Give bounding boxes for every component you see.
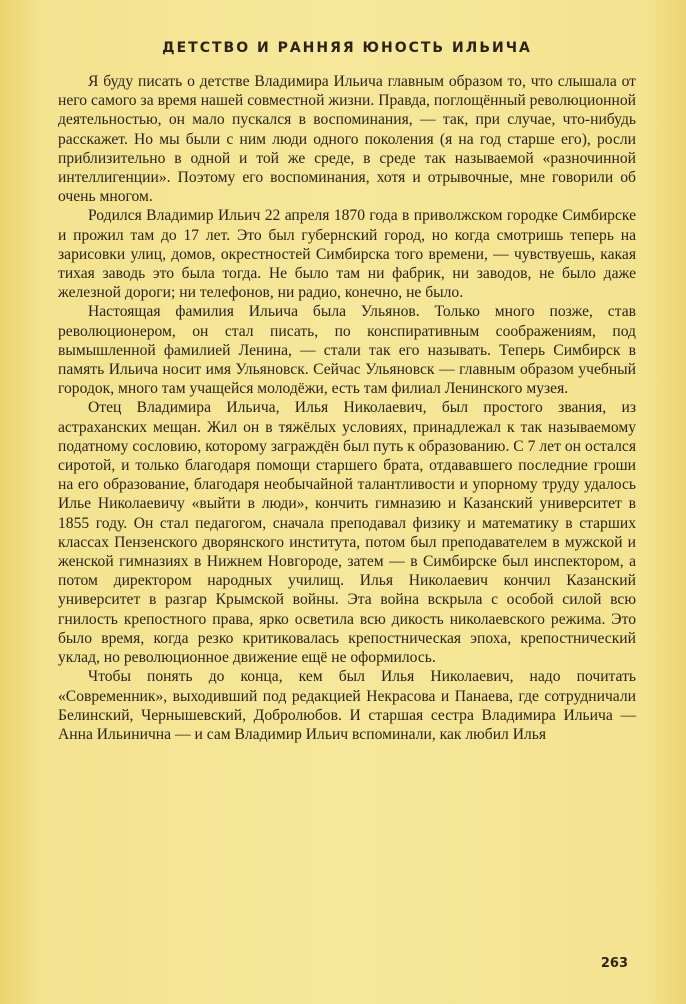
- paragraph: Я буду писать о детстве Владимира Ильича главным образом то, что слышала от него самого за время нашей совместной жизни. Правда, поглощённый революционной деятельностью, он мало пускался в воспоминания, — так, при случае, что-нибудь расскажет. Но мы были с ним люди одного поколения (я на год старше его), росли приблизительно в одной и той же среде, в среде так называемой «разночинной интеллигенции». Поэтому его воспоминания, хотя и отрывочные, мне говорили об очень многом.: [58, 73, 636, 206]
- chapter-title: ДЕТСТВО И РАННЯЯ ЮНОСТЬ ИЛЬИЧА: [162, 40, 532, 56]
- paragraph: Родился Владимир Ильич 22 апреля 1870 года в приволжском городке Симбирске и прожил там до 17 лет. Это был губернский город, но когда смотришь теперь на зарисовки улиц, домов, окрестностей Симбирска того времени, — чувствуешь, какая тихая заводь это была тогда. Не было там ни фабрик, ни заводов, не было даже железной дороги; ни телефонов, ни радио, конечно, не было.: [58, 207, 636, 302]
- paragraph: Отец Владимира Ильича, Илья Николаевич, был простого звания, из астраханских мещан. Жил он в тяжёлых условиях, принадлежал к так называемому податному сословию, которому заграждён был путь к образованию. С 7 лет он остался сиротой, и только благодаря помощи старшего брата, отдававшего последние гроши на его образование, благодаря необычайной талантливости и упорному труду удалось Илье Николаевичу «выйти в люди», кончить гимназию и Казанский университет в 1855 году. Он стал педагогом, сначала преподавал физику и математику в старших классах Пензенского дворянского института, потом был преподавателем в мужской и женской гимназиях в Нижнем Новгороде, затем — в Симбирске был инспектором, а потом директором народных училищ. Илья Николаевич кончил Казанский университет в разгар Крымской войны. Эта война вскрыла с особой силой всю гнилость крепостного права, ярко осветила всю дикость николаевского режима. Это было время, когда резко критиковалась крепостническая эпоха, крепостнический уклад, но революционное движение ещё не оформилось.: [58, 399, 636, 667]
- body-text: [58, 72, 636, 744]
- paragraph: Чтобы понять до конца, кем был Илья Николаевич, надо почитать «Современник», выходивший под редакцией Некрасова и Панаева, где сотрудничали Белинский, Чернышевский, Добролюбов. И старшая сестра Владимира Ильича — Анна Ильинична — и сам Владимир Ильич вспоминали, как любил Илья: [58, 668, 636, 743]
- page-number: 263: [600, 956, 628, 971]
- paragraph: Настоящая фамилия Ильича была Ульянов. Только много позже, став революционером, он стал писать, по конспиративным соображениям, под вымышленной фамилией Ленина, — стали так его называть. Теперь Симбирск в память Ильича носит имя Ульяновск. Сейчас Ульяновск — главным образом учебный городок, много там учащейся молодёжи, есть там филиал Ленинского музея.: [58, 303, 636, 398]
